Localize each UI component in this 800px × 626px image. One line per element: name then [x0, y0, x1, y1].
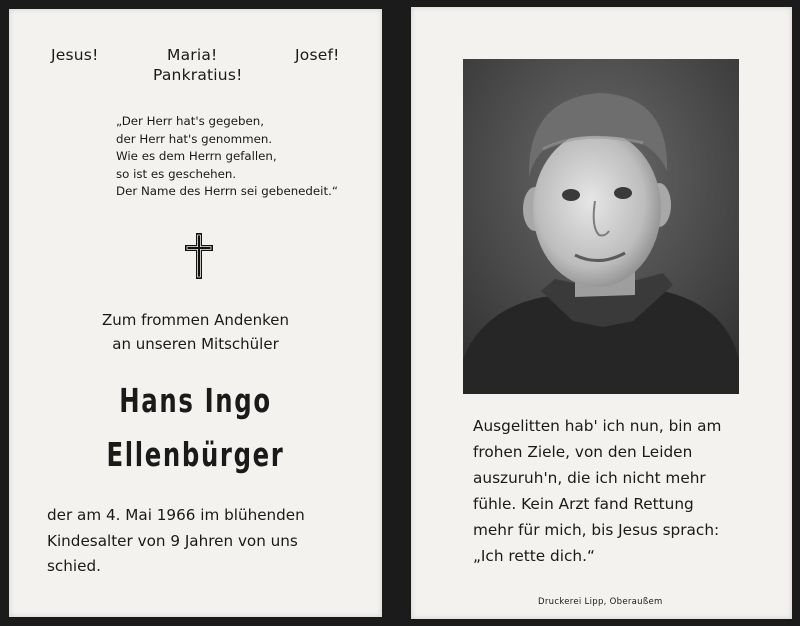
death-notice — [47, 503, 305, 580]
verse-line: der Herr hat's genommen. — [116, 131, 273, 146]
deceased-name-last: Ellenbürger — [106, 435, 285, 474]
death-line: Kindesalter von 9 Jahren von uns — [47, 531, 298, 550]
memorial-line: Zum frommen Andenken — [101, 311, 290, 329]
left-page — [9, 9, 382, 617]
invocation-josef: Josef! — [295, 46, 340, 64]
invocation-pankratius: Pankratius! — [153, 66, 243, 84]
poem-line: frohen Ziele, von den Leiden — [473, 443, 693, 461]
bible-verse — [116, 113, 338, 201]
memorial-line: an unseren Mitschüler — [112, 335, 279, 353]
poem-line: mehr für mich, bis Jesus sprach: — [473, 521, 720, 539]
verse-line: so ist es geschehen. — [116, 166, 237, 181]
consolation-poem — [473, 413, 721, 569]
portrait-photo — [463, 59, 739, 394]
printer-credit: Druckerei Lipp, Oberaußem — [538, 597, 663, 607]
deceased-name-first: Hans Ingo — [119, 381, 272, 420]
portrait-of-boy — [463, 59, 739, 394]
latin-cross-icon — [185, 233, 213, 279]
memorial-text — [9, 308, 382, 356]
verse-line: Wie es dem Herrn gefallen, — [116, 149, 277, 164]
poem-line: Ausgelitten hab' ich nun, bin am — [473, 417, 722, 435]
death-line: der am 4. Mai 1966 im blühenden — [47, 506, 305, 524]
death-line: schied. — [47, 557, 101, 575]
verse-line: „Der Herr hat's gegeben, — [116, 114, 264, 128]
poem-line: „Ich rette dich.“ — [473, 547, 595, 565]
invocation-jesus: Jesus! — [51, 46, 99, 64]
right-page — [411, 7, 792, 619]
invocation-maria: Maria! — [167, 46, 218, 64]
verse-line: Der Name des Herrn sei gebenedeit.“ — [116, 184, 338, 199]
poem-line: fühle. Kein Arzt fand Rettung — [473, 495, 694, 513]
poem-line: auszuruh'n, die ich nicht mehr — [473, 469, 706, 487]
